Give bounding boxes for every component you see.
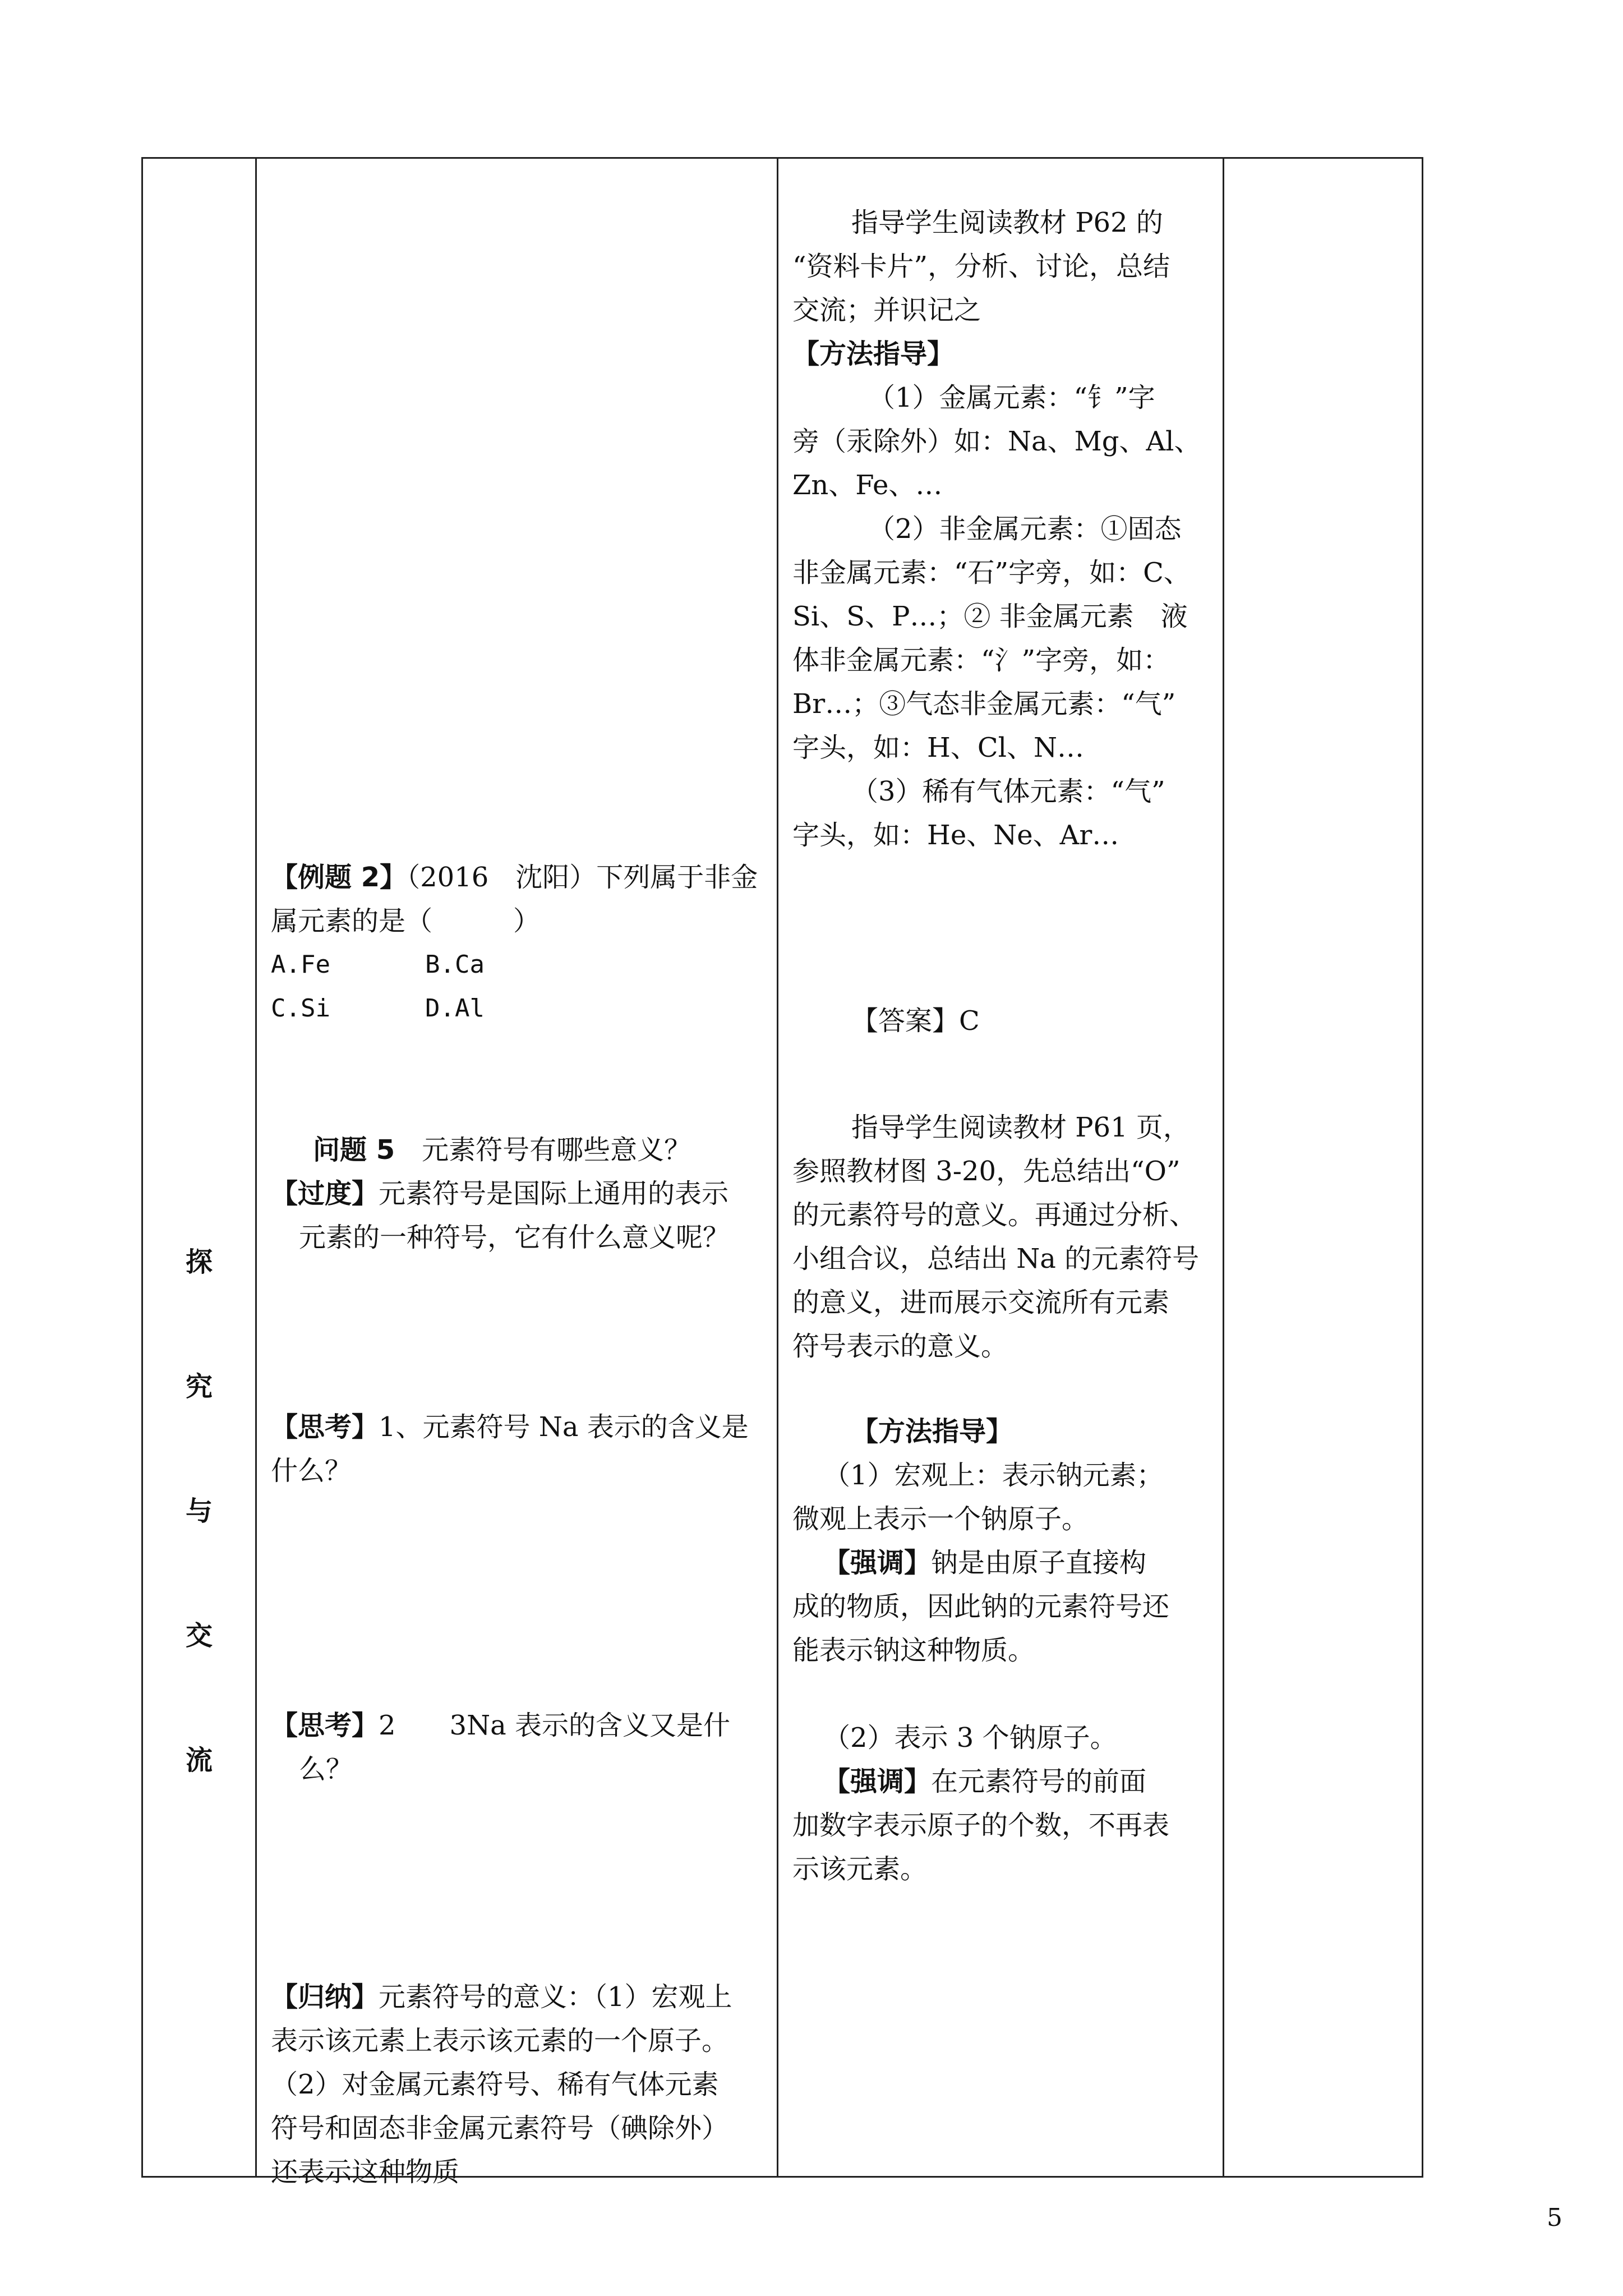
lesson-table bbox=[141, 157, 1423, 2188]
method-line: （1）金属元素：“钅”字 bbox=[868, 382, 1155, 413]
think1-line: 什么？ bbox=[271, 1455, 352, 1487]
option-b: B.Ca bbox=[425, 950, 485, 979]
summary-line: 符号和固态非金属元素符号（碘除外） bbox=[271, 2113, 729, 2144]
transition-line: 元素的一种符号，它有什么意义呢？ bbox=[299, 1222, 730, 1253]
method-guide-title: 【方法指导】 bbox=[792, 338, 955, 370]
section-label-char: 究 bbox=[185, 1371, 213, 1402]
example2-heading: 【例题 2】（2016 沈阳）下列属于非金 bbox=[271, 862, 758, 893]
think1-line: 【思考】1、元素符号 Na 表示的含义是 bbox=[271, 1411, 749, 1443]
emphasis-line: 【强调】钠是由原子直接构 bbox=[823, 1547, 1147, 1579]
guide2-line: 的意义，进而展示交流所有元素 bbox=[792, 1287, 1170, 1318]
guide2-line: 指导学生阅读教材 P61 页， bbox=[851, 1112, 1190, 1143]
guide2-line: 符号表示的意义。 bbox=[792, 1331, 1008, 1362]
method-line: 微观上表示一个钠原子。 bbox=[792, 1503, 1089, 1535]
summary-line: 还表示这种物质 bbox=[271, 2156, 460, 2188]
option-d: D.Al bbox=[425, 994, 485, 1023]
guide1-line: “资料卡片”，分析、讨论，总结 bbox=[792, 251, 1170, 282]
method-line: 非金属元素：“石”字旁，如：C、 bbox=[792, 557, 1191, 588]
think2-line: 【思考】2 3Na 表示的含义又是什 bbox=[271, 1710, 730, 1741]
method-line: （2）非金属元素：①固态 bbox=[868, 513, 1182, 545]
guide2-line: 的元素符号的意义。再通过分析、 bbox=[792, 1199, 1197, 1231]
transition-line: 【过度】元素符号是国际上通用的表示 bbox=[271, 1178, 729, 1209]
answer: 【答案】C bbox=[851, 1005, 980, 1037]
guide2-line: 小组合议，总结出 Na 的元素符号 bbox=[792, 1243, 1200, 1274]
think2-line: 么？ bbox=[299, 1754, 353, 1785]
emphasis-line: 能表示钠这种物质。 bbox=[792, 1635, 1035, 1666]
method-line: 字头，如：H、Cl、N… bbox=[792, 732, 1084, 763]
section-label-char: 交 bbox=[185, 1620, 213, 1651]
method-guide-title: 【方法指导】 bbox=[851, 1416, 1013, 1447]
section-label-char: 流 bbox=[185, 1745, 213, 1776]
method-line: 体非金属元素：“氵”字旁，如： bbox=[792, 645, 1170, 676]
emphasis-line: 【强调】在元素符号的前面 bbox=[823, 1766, 1147, 1797]
guide2-line: 参照教材图 3-20，先总结出“O” bbox=[792, 1156, 1181, 1187]
summary-line: 【归纳】元素符号的意义：（1）宏观上 bbox=[271, 1981, 732, 2013]
emphasis-line: 示该元素。 bbox=[792, 1853, 928, 1885]
summary-line: （2）对金属元素符号、稀有气体元素 bbox=[271, 2069, 719, 2100]
method-line: （3）稀有气体元素：“气” bbox=[851, 776, 1165, 807]
guide1-line: 交流；并识记之 bbox=[792, 295, 981, 326]
method-line: （1）宏观上：表示钠元素； bbox=[823, 1460, 1164, 1491]
question5-line: 问题 5 元素符号有哪些意义？ bbox=[313, 1134, 691, 1166]
summary-line: 表示该元素上表示该元素的一个原子。 bbox=[271, 2025, 729, 2056]
guidance-column bbox=[778, 159, 1223, 2176]
emphasis-line: 加数字表示原子的个数，不再表 bbox=[792, 1810, 1170, 1841]
option-c: C.Si bbox=[271, 994, 330, 1023]
emphasis-line: 成的物质，因此钠的元素符号还 bbox=[792, 1591, 1170, 1622]
example2-line: 属元素的是（ ） bbox=[271, 905, 541, 937]
method-line: Br…；③气态非金属元素：“气” bbox=[792, 688, 1176, 720]
content-column bbox=[257, 159, 777, 2188]
section-label bbox=[143, 159, 255, 2176]
method-line: 字头，如：He、Ne、Ar… bbox=[792, 820, 1119, 851]
method-line: 旁（汞除外）如：Na、Mg、Al、 bbox=[792, 426, 1201, 457]
method-line: （2）表示 3 个钠原子。 bbox=[823, 1722, 1117, 1754]
page-number: 5 bbox=[1547, 2203, 1562, 2232]
section-label-char: 与 bbox=[185, 1496, 213, 1527]
option-a: A.Fe bbox=[271, 950, 330, 979]
method-line: Zn、Fe、… bbox=[792, 470, 943, 501]
remarks-column bbox=[1224, 159, 1422, 2176]
section-label-char: 探 bbox=[185, 1246, 213, 1278]
method-line: Si、S、P…；② 非金属元素 液 bbox=[792, 601, 1188, 632]
guide1-line: 指导学生阅读教材 P62 的 bbox=[851, 207, 1163, 238]
